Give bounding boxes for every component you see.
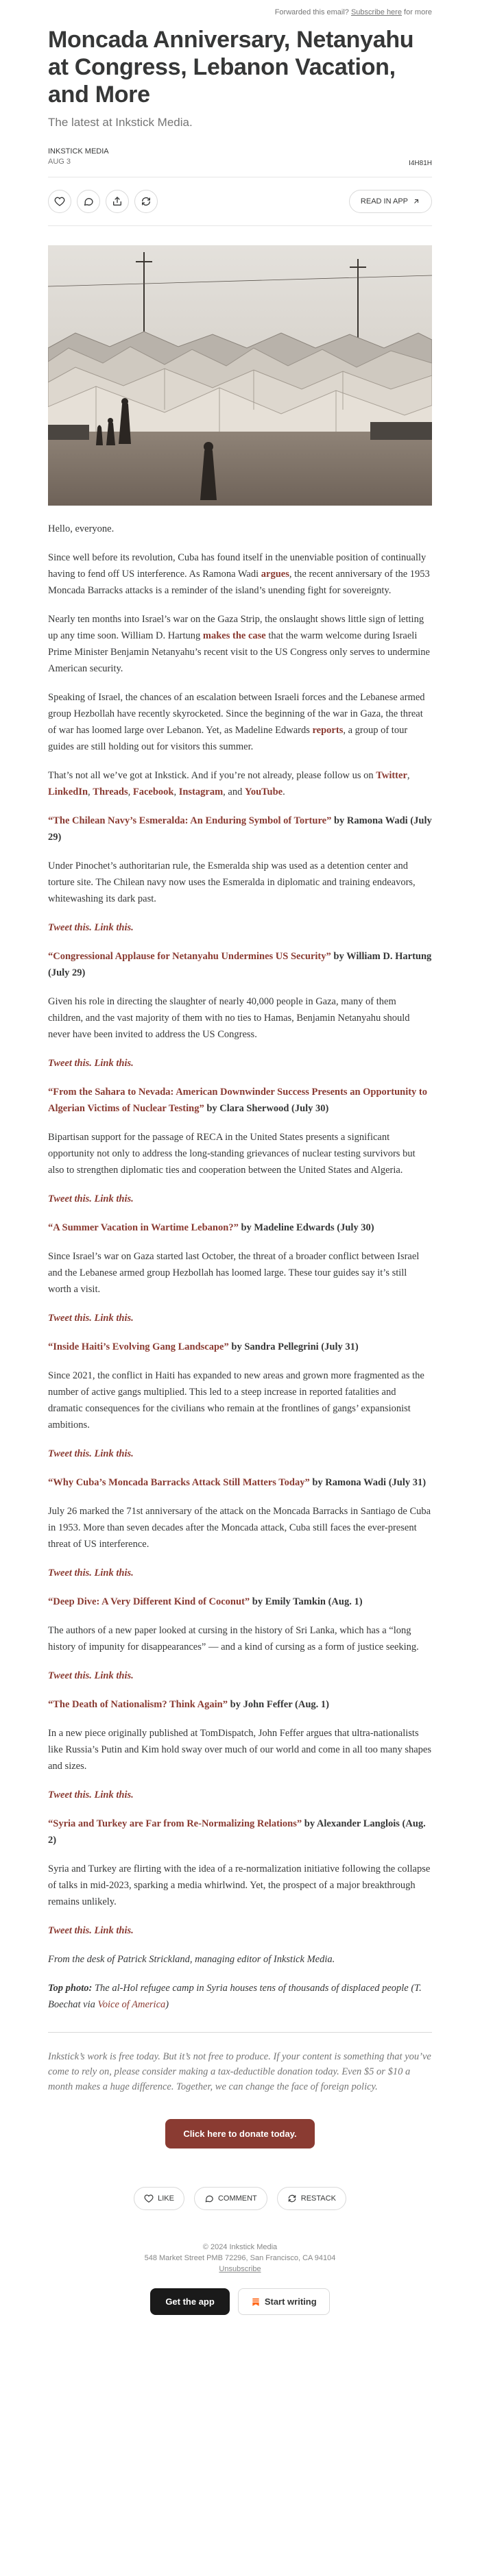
footer (48, 2242, 432, 2275)
preheader-text: Forwarded this email? (274, 8, 349, 16)
restack-label: RESTACK (300, 2194, 336, 2203)
footer-buttons (48, 2288, 432, 2315)
greeting: Hello, everyone. (48, 523, 115, 534)
makes-the-case-link[interactable]: makes the case (202, 630, 266, 641)
comment-icon (83, 196, 94, 207)
preheader-suffix: for more (404, 8, 432, 16)
address: 548 Market Street PMB 72296, San Francisco, CA 94104 (144, 2254, 336, 2262)
article-item: “A Summer Vacation in Wartime Lebanon?” by Madeline Edwards (July 30) Since Israel’s war on Gaza started last October, the threat of a broader conflict between Israel and the Lebanese armed group Hezbollah has loomed large. These tour guides say it’s still worth a visit. Tweet this. Link this. (48, 1219, 432, 1326)
like-pill-button[interactable] (134, 2187, 184, 2210)
refugee-camp-photo (48, 245, 432, 506)
comment-button[interactable] (77, 190, 100, 213)
article-headline[interactable]: “The Chilean Navy’s Esmeralda: An Enduring Symbol of Torture” (48, 815, 332, 826)
article-byline: Alexander Langlois (Aug. 2) (48, 1818, 426, 1846)
action-bar (48, 177, 432, 226)
argues-link[interactable]: argues (261, 569, 289, 580)
like-button[interactable] (48, 190, 71, 213)
start-writing-label: Start writing (264, 2296, 317, 2307)
article-item: “Inside Haiti’s Evolving Gang Landscape” by Sandra Pellegrini (July 31) Since 2021, the conflict in Haiti has expanded to new areas and grown more fragmented as the number of active gangs multiplied. This led to a steep increase in reported fatalities and dramatic consequences for the civilians who remain at the frontlines of gangs’ expansionist ambitions. Tweet this. Link this. (48, 1339, 432, 1462)
linkedin-link[interactable]: LinkedIn (48, 787, 88, 797)
article-blurb: Since 2021, the conflict in Haiti has expanded to new areas and grown more fragmented as the number of active gangs multiplied. This led to a steep increase in reported fatalities and dramatic consequences for the civilians who remain at the frontlines of gangs’ expansionist ambitions. (48, 1370, 424, 1431)
link-this-link[interactable]: Link this. (94, 1925, 134, 1936)
tweet-this-link[interactable]: Tweet this. (48, 1568, 92, 1578)
tweet-this-link[interactable]: Tweet this. (48, 1448, 92, 1459)
substack-logo-icon (251, 2297, 261, 2307)
tweet-this-link[interactable]: Tweet this. (48, 1925, 92, 1936)
tweet-this-link[interactable]: Tweet this. (48, 1058, 92, 1069)
article-byline: John Feffer (Aug. 1) (243, 1699, 329, 1710)
article-headline[interactable]: “From the Sahara to Nevada: American Downwinder Success Presents an Opportunity to Algerian Victims of Nuclear Testing” (48, 1087, 428, 1114)
article-byline: Emily Tamkin (Aug. 1) (265, 1596, 363, 1607)
post-title[interactable]: Moncada Anniversary, Netanyahu at Congress, Lebanon Vacation, and More (48, 27, 414, 108)
article-byline: Madeline Edwards (July 30) (254, 1222, 374, 1233)
article-item: “Why Cuba’s Moncada Barracks Attack Still Matters Today” by Ramona Wadi (July 31) July 26 marked the 71st anniversary of the attack on the Moncada Barracks in Santiago de Cuba in 1953. More than seven decades after the Moncada attack, Cuba still faces the ever-present threat of US interference. Tweet this. Link this. (48, 1477, 431, 1578)
tweet-this-link[interactable]: Tweet this. (48, 1789, 92, 1800)
link-this-link[interactable]: Link this. (94, 922, 134, 933)
article-blurb: Under Pinochet’s authoritarian rule, the Esmeralda ship was used as a detention center and torture site. The Chilean navy now uses the Esmeralda in diplomatic and training endeavors, whitewashing its dark past. (48, 860, 416, 904)
article-list (48, 813, 432, 1939)
comment-icon (204, 2194, 214, 2203)
instagram-link[interactable]: Instagram (178, 787, 224, 797)
voice-of-america-link[interactable]: Voice of America (97, 1999, 166, 2010)
divider (48, 2032, 432, 2033)
link-this-link[interactable]: Link this. (94, 1058, 134, 1069)
publication-name[interactable]: INKSTICK MEDIA (48, 147, 109, 156)
unsubscribe-link[interactable]: Unsubscribe (219, 2265, 261, 2273)
subscribe-link[interactable]: Subscribe here (350, 8, 402, 16)
article-headline[interactable]: “Why Cuba’s Moncada Barracks Attack Still Matters Today” (48, 1477, 310, 1488)
article-byline: Clara Sherwood (July 30) (219, 1103, 329, 1114)
intro-paragraph-1: Since well before its revolution, Cuba has found itself in the unenviable position of continually having to fend off US interference. As Ramona Wadi argues, the recent anniversary of the 1953 Moncada Barracks attacks is a reminder of the island’s unending fight for sovereignty. (48, 552, 430, 596)
comment-pill-button[interactable] (194, 2187, 267, 2210)
article-headline[interactable]: “The Death of Nationalism? Think Again” (48, 1699, 228, 1710)
tweet-this-link[interactable]: Tweet this. (48, 1670, 92, 1681)
arrow-up-right-icon (412, 197, 420, 206)
post-date: AUG 3 (48, 158, 71, 166)
start-writing-button[interactable] (238, 2288, 330, 2315)
photo-credit-label: Top photo: (48, 1983, 93, 1994)
tweet-this-link[interactable]: Tweet this. (48, 1313, 92, 1324)
article-item: “Syria and Turkey are Far from Re-Normalizing Relations” by Alexander Langlois (Aug. 2) Syria and Turkey are flirting with the idea of a re-normalization initiative following the collapse of talks in mid-2023, sparking a media whirlwind. Yet, the prospect of a major breakthrough remains unlikely. Tweet this. Link this. (48, 1816, 432, 1939)
article-byline: Sandra Pellegrini (July 31) (244, 1341, 359, 1352)
preheader (48, 0, 432, 26)
issue-id: I4H81H (409, 160, 432, 167)
twitter-link[interactable]: Twitter (376, 770, 407, 781)
link-this-link[interactable]: Link this. (94, 1313, 134, 1324)
article-headline[interactable]: “Syria and Turkey are Far from Re-Normalizing Relations” (48, 1818, 302, 1829)
tweet-this-link[interactable]: Tweet this. (48, 922, 92, 933)
tweet-this-link[interactable]: Tweet this. (48, 1193, 92, 1204)
link-this-link[interactable]: Link this. (94, 1448, 134, 1459)
article-item: “Deep Dive: A Very Different Kind of Coconut” by Emily Tamkin (Aug. 1) The authors of a new paper looked at cursing in the history of Sri Lanka, which has a “long history of impunity for disappearances” — and a kind of cursing as a form of justice seeking. Tweet this. Link this. (48, 1594, 432, 1684)
sign-off: From the desk of Patrick Strickland, managing editor of Inkstick Media. (48, 1954, 335, 1965)
reports-link[interactable]: reports (312, 725, 344, 736)
share-button[interactable] (106, 190, 129, 213)
facebook-link[interactable]: Facebook (132, 787, 174, 797)
post-meta (48, 147, 432, 167)
article-byline: Ramona Wadi (July 29) (48, 815, 432, 843)
article-blurb: Given his role in directing the slaughter of nearly 40,000 people in Gaza, many of them children, and the vast majority of them with no ties to Hamas, Benjamin Netanyahu should never have been invited to address the US Congress. (48, 996, 410, 1040)
post-body (48, 521, 432, 2013)
article-blurb: Syria and Turkey are flirting with the idea of a re-normalization initiative following the collapse of talks in mid-2023, sparking a media whirlwind. Yet, the prospect of a major breakthrough remains unlikely. (48, 1863, 431, 1907)
post-subtitle: The latest at Inkstick Media. (48, 116, 193, 129)
heart-icon (144, 2194, 154, 2203)
restack-icon (141, 196, 152, 207)
article-headline[interactable]: “Congressional Applause for Netanyahu Undermines US Security” (48, 951, 331, 962)
article-item: “From the Sahara to Nevada: American Downwinder Success Presents an Opportunity to Algerian Victims of Nuclear Testing” by Clara Sherwood (July 30) Bipartisan support for the passage of RECA in the United States presents a significant opportunity not only to address the long-standing grievances of nuclear testing survivors but also to strengthen diplomatic ties and cooperation between the United States and Algeria. Tweet this. Link this. (48, 1084, 432, 1207)
youtube-link[interactable]: YouTube (244, 787, 283, 797)
article-item: “Congressional Applause for Netanyahu Undermines US Security” by William D. Hartung (July 29) Given his role in directing the slaughter of nearly 40,000 people in Gaza, many of them children, and the vast majority of them with no ties to Hamas, Benjamin Netanyahu should never have been invited to address the US Congress. Tweet this. Link this. (48, 951, 432, 1069)
link-this-link[interactable]: Link this. (94, 1193, 134, 1204)
read-in-app-button[interactable] (349, 190, 432, 213)
article-headline[interactable]: “A Summer Vacation in Wartime Lebanon?” (48, 1222, 239, 1233)
hero-image[interactable] (48, 245, 432, 506)
article-blurb: The authors of a new paper looked at cursing in the history of Sri Lanka, which has a “long history of impunity for disappearances” — and a kind of cursing as a form of justice seeking. (48, 1625, 419, 1652)
link-this-link[interactable]: Link this. (94, 1568, 134, 1578)
donate-button[interactable]: Click here to donate today. (165, 2119, 314, 2148)
article-headline[interactable]: “Deep Dive: A Very Different Kind of Coconut” (48, 1596, 250, 1607)
donate-note: Inkstick’s work is free today. But it’s not free to produce. If your content is something that you’ve come to rely on, please consider making a tax-deductible donation today. Even $5 or $10 a month makes a huge difference. Together, we can change the face of foreign policy. (48, 2051, 431, 2092)
article-blurb: July 26 marked the 71st anniversary of the attack on the Moncada Barracks in Santiago de Cuba in 1953. More than seven decades after the Moncada attack, Cuba still faces the ever-present threat of US interference. (48, 1506, 431, 1550)
copyright: © 2024 Inkstick Media (202, 2243, 278, 2251)
article-item: “The Death of Nationalism? Think Again” by John Feffer (Aug. 1) In a new piece originally published at TomDispatch, John Feffer argues that ultra-nationalists like Russia’s Putin and Kim hold sway over much of our world and come in all too many shapes and sizes. Tweet this. Link this. (48, 1699, 431, 1800)
read-in-app-label: READ IN APP (360, 197, 408, 206)
article-blurb: Bipartisan support for the passage of RECA in the United States presents a significant opportunity not only to address the long-standing grievances of nuclear testing survivors but also to strengthen diplomatic ties and cooperation between the United States and Algeria. (48, 1132, 416, 1176)
link-this-link[interactable]: Link this. (94, 1789, 134, 1800)
article-blurb: Since Israel’s war on Gaza started last October, the threat of a broader conflict between Israel and the Lebanese armed group Hezbollah has loomed large. These tour guides say it’s still worth a visit. (48, 1251, 420, 1295)
like-label: LIKE (158, 2194, 174, 2203)
article-byline: Ramona Wadi (July 31) (325, 1477, 427, 1488)
article-item: “The Chilean Navy’s Esmeralda: An Enduring Symbol of Torture” by Ramona Wadi (July 29) Under Pinochet’s authoritarian rule, the Esmeralda ship was used as a detention center and torture site. The Chilean navy now uses the Esmeralda in diplomatic and training endeavors, whitewashing its dark past. Tweet this. Link this. (48, 815, 432, 933)
photo-credit: Top photo: The al-Hol refugee camp in Syria houses tens of thousands of displaced people (T. Boechat via Voice of America) (48, 1983, 422, 2010)
restack-button[interactable] (134, 190, 158, 213)
link-this-link[interactable]: Link this. (94, 1670, 134, 1681)
article-headline[interactable]: “Inside Haiti’s Evolving Gang Landscape” (48, 1341, 229, 1352)
heart-icon (54, 196, 65, 207)
bottom-action-bar (48, 2187, 432, 2210)
restack-icon (287, 2194, 297, 2203)
intro-paragraph-3: Speaking of Israel, the chances of an escalation between Israeli forces and the Lebanese armed group Hezbollah have recently skyrocketed. Since the beginning of the war in Gaza, the threat of war has loomed large over Lebanon. Yet, as Madeline Edwards reports, a group of tour guides are still holding out for visitors this summer. (48, 692, 425, 752)
article-blurb: In a new piece originally published at TomDispatch, John Feffer argues that ultra-nationalists like Russia’s Putin and Kim hold sway over much of our world and come in all too many shapes and sizes. (48, 1728, 431, 1772)
intro-paragraph-2: Nearly ten months into Israel’s war on the Gaza Strip, the onslaught shows little sign of letting up any time soon. William D. Hartung makes the case that the warm welcome during Israeli Prime Minister Benjamin Netanyahu’s recent visit to the US Congress only serves to undermine American security. (48, 614, 430, 674)
get-app-button[interactable]: Get the app (150, 2288, 230, 2315)
comment-label: COMMENT (217, 2194, 257, 2203)
share-icon (112, 196, 123, 207)
article-byline: William D. Hartung (July 29) (48, 951, 432, 978)
follow-paragraph: That’s not all we’ve got at Inkstick. And if you’re not already, please follow us on Twitter, LinkedIn, Threads, Facebook, Instagram, and YouTube. (48, 770, 410, 797)
restack-pill-button[interactable] (277, 2187, 346, 2210)
threads-link[interactable]: Threads (93, 787, 128, 797)
